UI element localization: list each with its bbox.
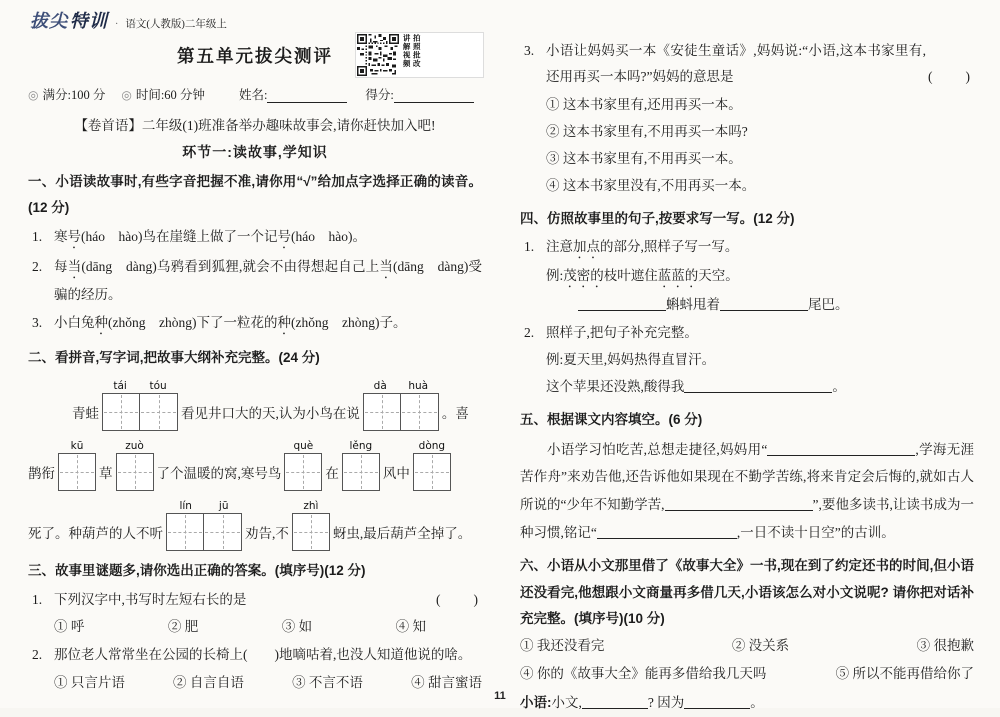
option-3: ③ 很抱歉 [916, 638, 974, 654]
stage-heading: 环节一:读故事,学知识 [182, 144, 328, 160]
page-number: 11 [494, 690, 506, 702]
dotted-text: 加点 [573, 238, 600, 254]
text-segment: ? 因为 [647, 694, 685, 710]
preface-text: 【卷首语】二年级(1)班准备举办趣味故事会,请你赶快加入吧! [74, 118, 436, 133]
s4-item2-fill [520, 373, 974, 400]
s3-q3-option-3 [520, 145, 974, 172]
pinyin-label: lín [179, 500, 192, 513]
fill-blank [684, 378, 832, 393]
tianzige-cell [292, 513, 330, 551]
tianzige-cell [342, 453, 380, 491]
example-label: 例: [546, 267, 564, 283]
s6-options-row2 [520, 661, 974, 687]
item-number: 1. [32, 228, 43, 244]
writing-box-double [102, 376, 178, 431]
qr-caption-video-label: 讲解视频 [402, 34, 412, 68]
item-number: 1. [524, 238, 535, 254]
text-segment: 这个苹果还没熟,酸得我 [546, 379, 685, 395]
tianzige-cell [116, 453, 154, 491]
score-label: 得分: [365, 88, 394, 102]
question-text: 下列汉字中,书写时左短右长的是 [54, 591, 247, 607]
title-row [28, 30, 482, 80]
s1-item2 [28, 254, 482, 308]
text-segment: 青蛙 [72, 405, 99, 421]
s1-item3 [28, 310, 482, 338]
tianzige-cell [363, 393, 401, 431]
dotted-text: 蓝蓝的 [657, 267, 699, 283]
text-segment: 蝌蚪甩着 [666, 296, 720, 312]
brand-separator: · [115, 19, 119, 30]
question-text: 小语让妈妈买一本《安徒生童话》,妈妈说:“小语,这本书家里有,还用再买一本吗?”妈妈的意思是 [546, 43, 926, 85]
text-segment: 寒 [54, 228, 68, 244]
text-segment: 了个温暖的窝,寒号鸟 [156, 465, 282, 481]
text-segment: 天空。 [698, 267, 739, 283]
text-segment: ,学海无涯苦作舟”来劝告他,还告诉他如果现在不勤学苦练,将来肯定会后悔的,就如古人所说的“少年不知勤学苦, [520, 441, 974, 512]
tianzige-cell [140, 393, 178, 431]
option-3: ③ 不言不语 [292, 674, 363, 690]
pinyin-label: què [293, 440, 314, 453]
score-blank [394, 88, 474, 103]
item-number: 3. [524, 43, 535, 58]
text-segment: 劝告,不 [245, 525, 289, 541]
edition-label: 语文(人教版)二年级上 [125, 19, 227, 30]
tianzige-cell [401, 393, 439, 431]
answer-paren: ( ) [928, 69, 972, 85]
text-segment: ,一日不读十日空”的古训。 [736, 524, 895, 540]
text-segment: 鹊衔 [28, 465, 55, 481]
answer-paren: ( ) [436, 591, 480, 607]
option-2: ② 这本书家里有,不用再买一本吗? [546, 123, 748, 139]
pinyin-label: lěng [349, 440, 373, 453]
item-number: 2. [524, 324, 535, 340]
pinyin-label: tái [113, 380, 127, 393]
option-4: ④ 这本书家里没有,不用再买一本。 [546, 177, 756, 193]
dotted-char: 号 [277, 228, 291, 244]
s5-paragraph [520, 436, 974, 547]
tianzige-cell [284, 453, 322, 491]
option-1: ① 我还没看完 [520, 638, 605, 654]
text-segment: 。 [750, 694, 764, 710]
tianzige-cell [166, 513, 204, 551]
text-segment: 看见井口大的天,认为小鸟在说 [181, 405, 360, 421]
pinyin-fill-row-2 [28, 440, 482, 491]
pinyin-label: dòng [418, 440, 446, 453]
pinyin-label: huà [408, 380, 429, 393]
s4-item2-prompt [520, 320, 974, 346]
dotted-char: 号 [67, 228, 81, 244]
text-segment: (háo hào)鸟在崖缝上做了一个记 [81, 228, 278, 244]
left-column [28, 30, 482, 717]
text-segment: 小白兔 [54, 314, 95, 330]
text-segment: 死了。种葫芦的人不听 [28, 525, 163, 541]
section5-heading: 五、根据课文内容填空。(6 分) [520, 412, 703, 428]
option-2: ② 肥 [167, 618, 199, 634]
option-3: ③ 如 [281, 618, 313, 634]
item-number: 2. [32, 647, 43, 663]
section6-heading: 六、小语从小文那里借了《故事大全》一书,现在到了约定还书的时间,但小语还没看完,他想跟小文商量再多借几天,小语该怎么对小文说呢? 请你把对话补充完整。(填序号)(10 分) [520, 558, 974, 626]
speaker-label: 小语: [520, 694, 552, 710]
option-2: ② 没关系 [731, 638, 790, 654]
meta-row [28, 85, 482, 103]
writing-box-single [284, 436, 322, 491]
text-segment: 尾巴。 [808, 296, 849, 312]
text-segment: 照样子,把句子补充完整。 [546, 324, 698, 340]
s3-q3-option-1 [520, 91, 974, 118]
text-segment: 每 [54, 258, 68, 274]
s4-item1-prompt [520, 234, 974, 262]
dotted-char: 当 [67, 258, 82, 274]
target-bullet-icon: ◎ [121, 88, 132, 102]
option-4: ④ 知 [395, 618, 426, 634]
dotted-char: 种 [277, 314, 291, 330]
dotted-text: 茂密的 [563, 267, 604, 283]
section3-heading: 三、故事里谜题多,请你选出正确的答案。(填序号)(12 分) [28, 563, 366, 579]
tianzige-cell [413, 453, 451, 491]
s3-question1 [28, 587, 482, 613]
right-column [520, 30, 974, 717]
writing-box-single [58, 436, 96, 491]
option-5: ⑤ 所以不能再借给你了 [835, 665, 974, 681]
text-segment: 。 [832, 379, 846, 395]
tianzige-cell [58, 453, 96, 491]
option-3: ③ 这本书家里有,不用再买一本。 [546, 150, 742, 166]
name-label: 姓名: [238, 88, 268, 102]
option-1: ① 只言片语 [54, 674, 125, 690]
item-number: 3. [32, 314, 43, 330]
writing-box-double [166, 496, 242, 551]
item-number: 2. [32, 258, 43, 274]
brand-logo-part2: 特训 [70, 11, 108, 31]
s3-question2 [28, 642, 482, 668]
pinyin-label: zhì [303, 500, 319, 513]
dotted-char: 当 [379, 258, 393, 274]
text-segment: 注意 [546, 238, 573, 254]
pinyin-label: jū [218, 500, 229, 513]
text-segment: 枝叶遮住 [603, 267, 658, 283]
text-segment: 蚜虫,最后葫芦全掉了。 [332, 525, 472, 541]
s3-q3-option-4 [520, 172, 974, 199]
fill-blank [767, 441, 915, 456]
s4-item1-fill [520, 291, 974, 318]
example-sentence: 例:夏天里,妈妈热得直冒汗。 [546, 352, 716, 368]
writing-box-single [116, 436, 154, 491]
option-2: ② 自言自语 [173, 674, 244, 690]
fill-blank [597, 524, 737, 539]
text-segment: 的部分,照样子写一写。 [600, 238, 739, 254]
tianzige-cell [102, 393, 140, 431]
text-segment: 草 [99, 465, 113, 481]
writing-box-single [342, 436, 380, 491]
pinyin-label: dà [373, 380, 387, 393]
s4-item1-example [520, 262, 974, 291]
fill-blank [578, 296, 666, 311]
s3-question3 [520, 38, 974, 91]
item-number: 1. [32, 591, 43, 607]
fill-blank [720, 296, 808, 311]
text-segment: 小文, [551, 694, 582, 710]
brand-logo-part1: 拔尖 [30, 11, 68, 31]
dotted-char: 种 [94, 314, 108, 330]
fill-blank [665, 496, 813, 511]
text-segment: 。喜 [441, 405, 469, 421]
pinyin-fill-row-3 [28, 500, 482, 551]
option-1: ① 呼 [54, 618, 85, 634]
text-segment: 在 [325, 465, 339, 481]
pinyin-label: kū [70, 440, 84, 453]
qr-captions [401, 34, 482, 76]
text-segment: (dāng dàng)乌鸦看到狐狸,就会不由得想起自己上 [81, 258, 380, 274]
text-segment: (dāng dàng)受骗的经历。 [54, 258, 483, 302]
text-segment: ”,要他多读书,让读书成为一种习惯,铭记“ [520, 496, 974, 540]
name-blank [267, 88, 347, 103]
text-segment: 小语学习怕吃苦,总想走捷径,妈妈用“ [547, 441, 768, 457]
option-4: ④ 你的《故事大全》能再多借给我几天吗 [520, 665, 767, 681]
tianzige-cell [204, 513, 242, 551]
target-bullet-icon: ◎ [28, 88, 39, 102]
s3-q3-option-2 [520, 118, 974, 145]
text-segment: (háo hào)。 [290, 228, 366, 244]
section2-heading: 二、看拼音,写字词,把故事大纲补充完整。(24 分) [28, 349, 320, 365]
s1-item1 [28, 224, 482, 252]
writing-box-single [292, 496, 330, 551]
text-segment: (zhǒng zhòng)子。 [290, 314, 407, 330]
question-text: 那位老人常常坐在公园的长椅上( )地嘀咕着,也没人知道他说的啥。 [54, 647, 472, 663]
section4-heading: 四、仿照故事里的句子,按要求写一写。(12 分) [520, 210, 795, 226]
pinyin-fill-row-1 [28, 380, 482, 431]
s4-item2-example [520, 346, 974, 373]
s3-q1-options [28, 614, 482, 640]
time-label: 时间:60 分钟 [135, 88, 205, 102]
page-title: 第五单元拔尖测评 [177, 46, 333, 66]
writing-box-double [363, 376, 439, 431]
pinyin-label: tóu [149, 380, 167, 393]
option-1: ① 这本书家里有,还用再买一本。 [546, 96, 742, 112]
qr-code-icon [357, 34, 399, 76]
pinyin-label: zuò [125, 440, 144, 453]
option-4: ④ 甜言蜜语 [411, 674, 482, 690]
s6-options-row1 [520, 633, 974, 659]
two-column-layout [28, 30, 974, 717]
writing-box-single [413, 436, 451, 491]
qr-code-block [355, 32, 484, 78]
text-segment: 风中 [382, 465, 410, 481]
text-segment: (zhǒng zhòng)下了一粒花的 [108, 314, 278, 330]
full-score-label: 满分:100 分 [42, 88, 106, 102]
qr-caption-photo-label: 拍照批改 [412, 34, 422, 68]
section1-heading: 一、小语读故事时,有些字音把握不准,请你用“√”给加点字选择正确的读音。(12 分) [28, 174, 482, 216]
